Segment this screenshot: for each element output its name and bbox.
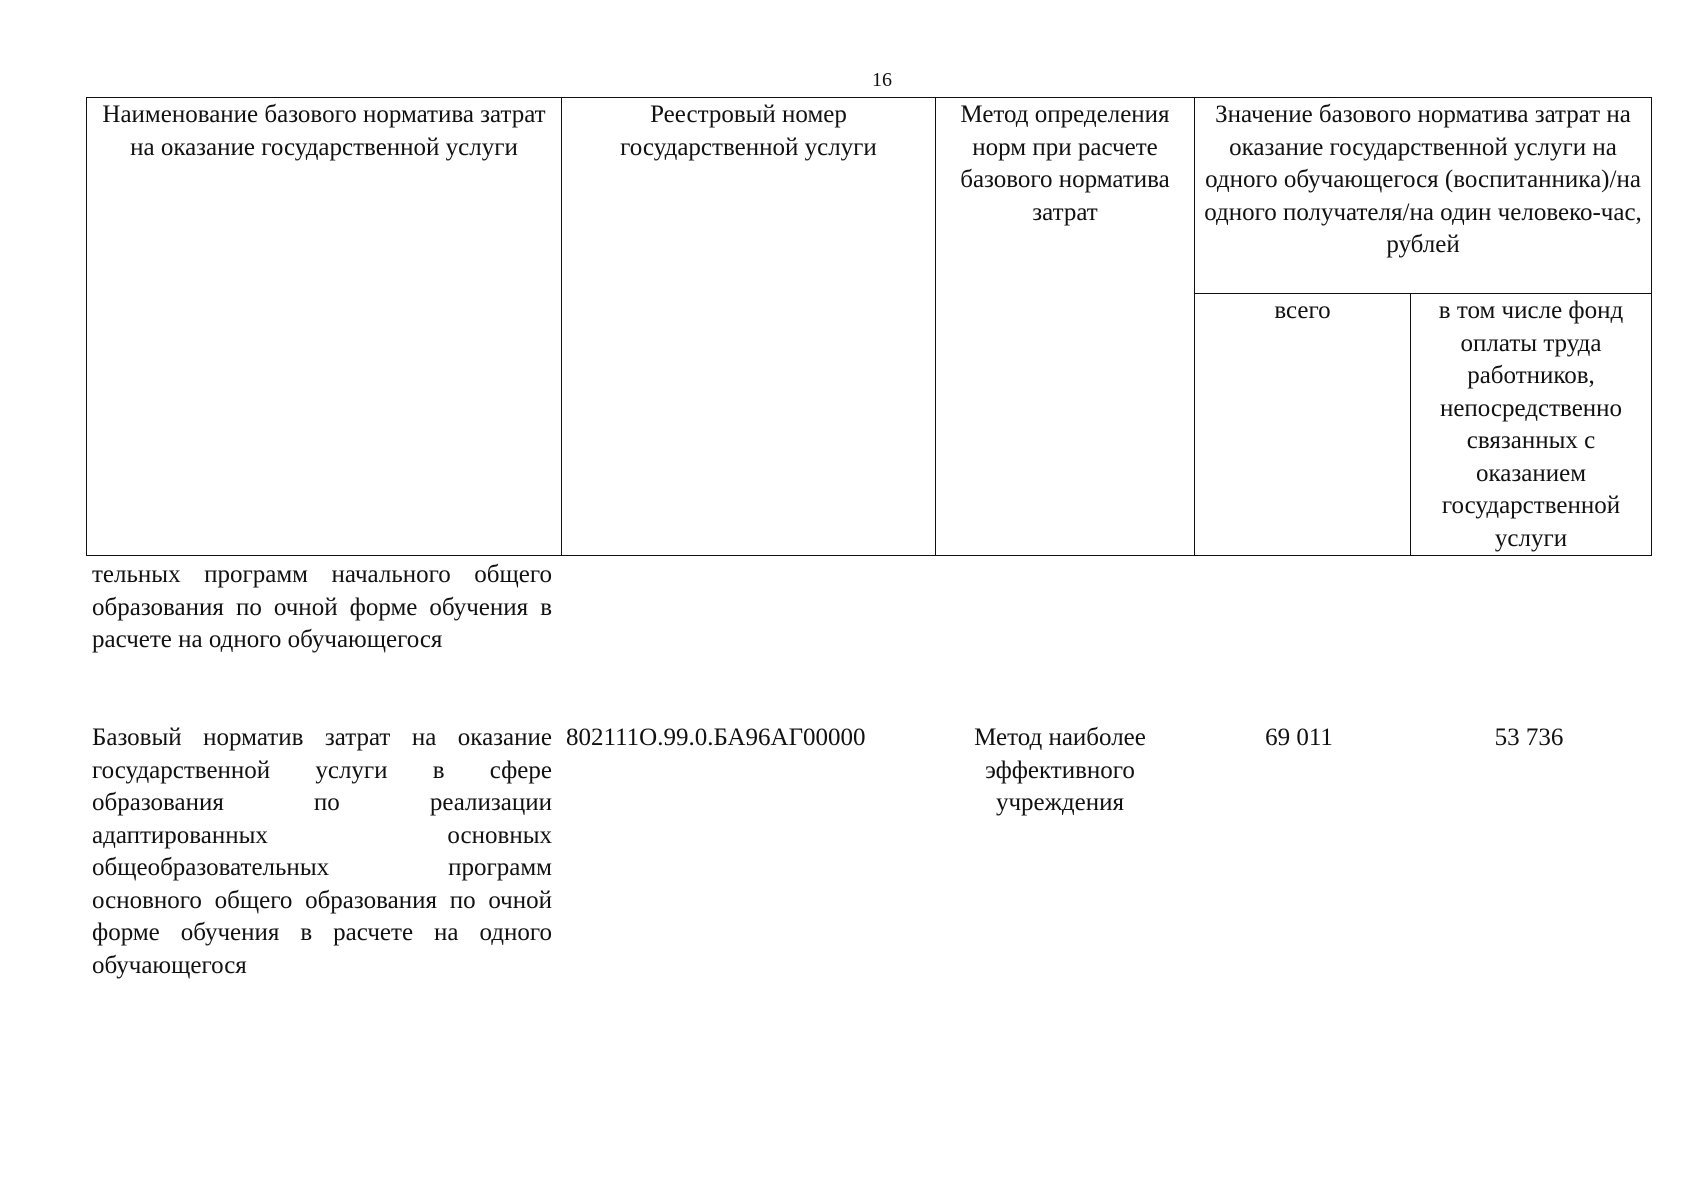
header-wage-column: в том числе фонд оплаты труда работников, непосредственно связанных с оказанием государственной услуги (1411, 294, 1652, 556)
header-name-column: Наименование базового норматива затрат на оказание государственной услуги (87, 98, 562, 556)
header-method-column: Метод определения норм при расчете базового норматива затрат (936, 98, 1195, 556)
row-total-value: 69 011 (1265, 724, 1333, 751)
row-method: Метод наиболее эффективного учреждения (974, 724, 1146, 816)
row-wage-value: 53 736 (1494, 724, 1564, 751)
row-name: Базовый норматив затрат на оказание государственной услуги в сфере образования по реализации адаптированных основных общеобразовательных программ основного общего образования по очной форме обучения в расчете на одного обучающегося (92, 724, 552, 979)
table-header (86, 97, 1652, 556)
header-total-column: всего (1195, 294, 1411, 556)
row-registry-number: 802111О.99.0.БА96АГ00000 (566, 724, 866, 751)
row-continuation-name: тельных программ начального общего образования по очной форме обучения в расчете на одного обучающегося (92, 561, 552, 653)
header-value-group: Значение базового норматива затрат на оказание государственной услуги на одного обучающегося (воспитанника)/на одного получателя/на один человеко-час, рублей (1195, 98, 1652, 294)
header-registry-column: Реестровый номер государственной услуги (562, 98, 936, 556)
page-number: 16 (872, 69, 892, 91)
